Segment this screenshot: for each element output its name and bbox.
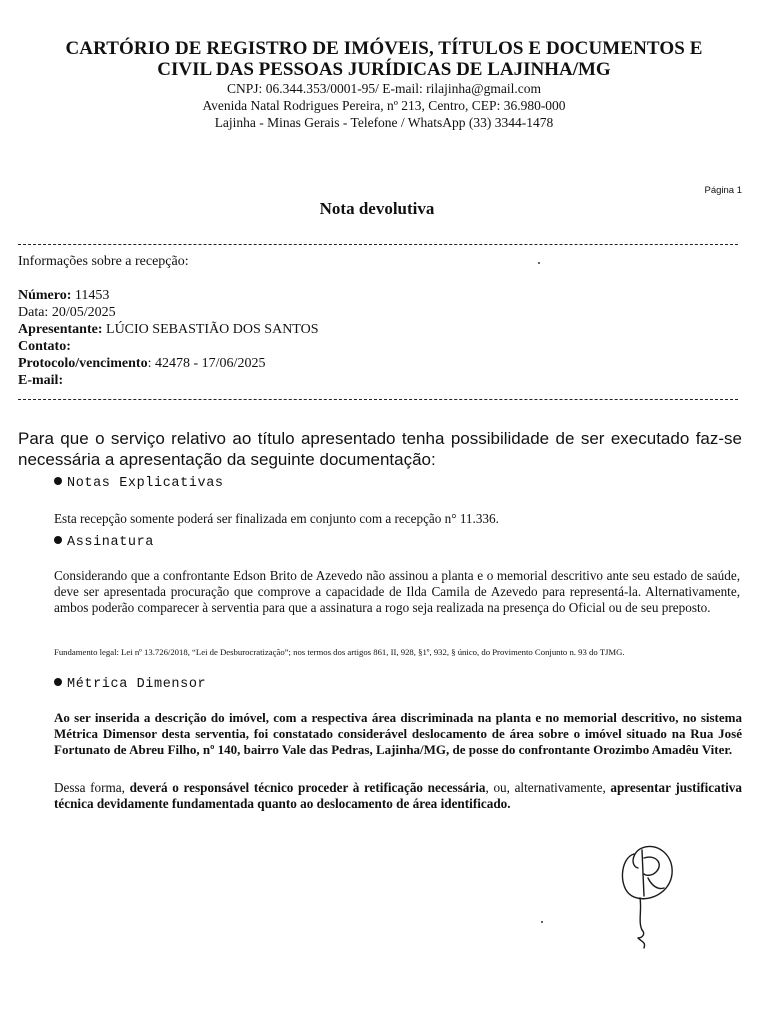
registry-header: [0, 38, 768, 131]
legal-basis-note: Fundamento legal: Lei nº 13.726/2018, “Lei de Desburocratização”; nos termos dos artigos 861, II, 928, §1º, 932, § único, do Provimento Conjunto n. 93 do TJMG.: [54, 647, 625, 657]
section-notas-text: Esta recepção somente poderá ser finalizada em conjunto com a recepção n° 11.336.: [54, 511, 499, 526]
bullet-icon: [54, 678, 62, 686]
section-notas-heading: Notas Explicativas: [54, 476, 224, 491]
reception-date: Data: 20/05/2025: [18, 305, 116, 320]
registry-address: Avenida Natal Rodrigues Pereira, nº 213, Centro, CEP: 36.980-000: [202, 98, 566, 113]
bullet-icon: [54, 536, 62, 544]
registry-name-line2: CIVIL DAS PESSOAS JURÍDICAS DE LAJINHA/MG: [157, 59, 611, 80]
registry-name-line1: CARTÓRIO DE REGISTRO DE IMÓVEIS, TÍTULOS E DOCUMENTOS E: [65, 38, 703, 59]
bullet-icon: [54, 477, 62, 485]
handwritten-signature: [612, 838, 692, 956]
section-metrica-finding: Ao ser inserida a descrição do imóvel, com a respectiva área discriminada na planta e no memorial descritivo, no sistema Métrica Dimensor desta serventia, foi constatado considerável deslocamento de área sobre o imóvel situado na Rua José Fortunato de Abreu Filho, nº 140, bairro Vale das Pedras, Lajinha/MG, de posse do confrontante Orozimbo Amadêu Viter.: [54, 710, 742, 757]
dashed-divider-top: [18, 244, 738, 245]
reception-number: Número: 11453: [18, 288, 110, 303]
dashed-divider-bottom: [18, 399, 738, 400]
scan-speck: [538, 262, 540, 264]
reception-contact: Contato:: [18, 339, 71, 354]
section-assinatura-text: Considerando que a confrontante Edson Brito de Azevedo não assinou a planta e o memorial descritivo ante seu estado de saúde, deve ser apresentada procuração que comprove a capacidade de Ilda Camila de Azevedo para representá-la. Alternativamente, ambos poderão comparecer à serventia para que a assinatura a rogo seja realizada na presença do Oficial ou de seu preposto.: [54, 568, 740, 615]
reception-email: E-mail:: [18, 373, 64, 388]
registry-cnpj-email: CNPJ: 06.344.353/0001-95/ E-mail: rilajinha@gmail.com: [227, 81, 541, 96]
section-assinatura-heading: Assinatura: [54, 535, 154, 550]
document-title: Nota devolutiva: [319, 199, 435, 218]
section-metrica-requirement: Dessa forma, deverá o responsável técnico proceder à retificação necessária, ou, alternativamente, apresentar justificativa técnica devidamente fundamentada quanto ao deslocamento de área identificado.: [54, 780, 742, 811]
reception-info: [18, 253, 319, 389]
registry-city-phone: Lajinha - Minas Gerais - Telefone / WhatsApp (33) 3344-1478: [214, 115, 554, 130]
reception-heading: Informações sobre a recepção:: [18, 254, 189, 269]
page-number: Página 1: [704, 185, 742, 196]
section-metrica-heading: Métrica Dimensor: [54, 677, 206, 692]
reception-presenter: Apresentante: LÚCIO SEBASTIÃO DOS SANTOS: [18, 322, 319, 337]
scan-speck: [541, 921, 543, 923]
reception-protocol: Protocolo/vencimento: 42478 - 17/06/2025: [18, 356, 266, 371]
lead-paragraph: Para que o serviço relativo ao título apresentado tenha possibilidade de ser executado faz-se necessária a apresentação da seguinte documentação:: [18, 429, 742, 469]
